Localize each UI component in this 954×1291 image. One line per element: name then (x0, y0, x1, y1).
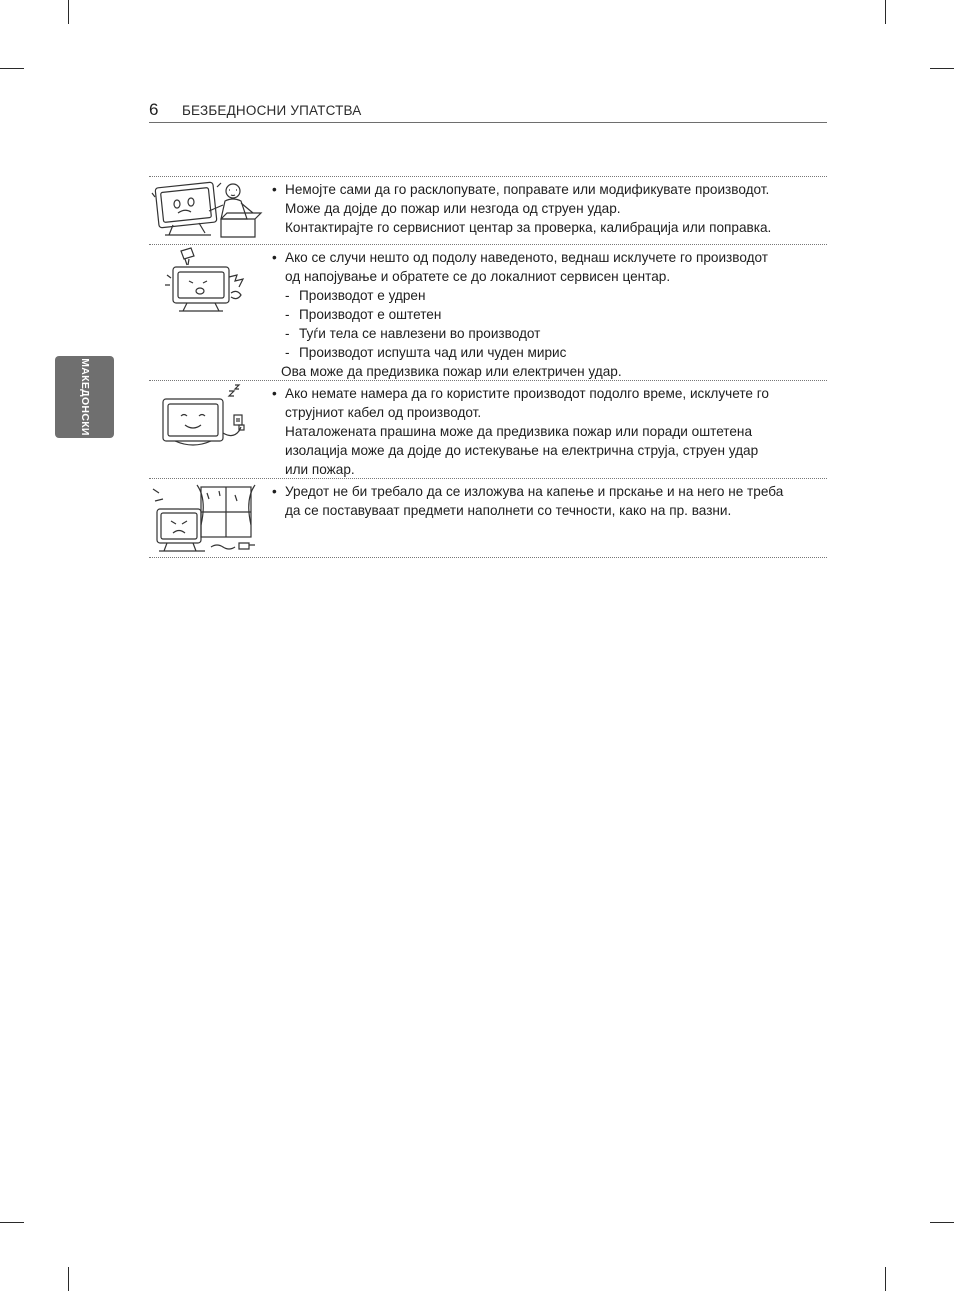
text-line: од напојување и обратете се до локалниот сервисен центар. (285, 269, 671, 284)
page-number: 6 (149, 100, 159, 119)
bullet-item (269, 384, 829, 479)
row-text (269, 482, 829, 520)
crop-mark (885, 0, 886, 24)
section-title: БЕЗБЕДНОСНИ УПАТСТВА (182, 103, 362, 118)
text-line: струјниот кабел од производот. (285, 405, 482, 420)
text-line: Наталожената прашина може да предизвика пожар или поради оштетена (285, 424, 752, 439)
text-line: да се поставуваат предмети наполнети со течности, како на пр. вазни. (285, 503, 732, 518)
safety-table (149, 176, 827, 558)
text-line: Може да дојде до пожар или незгода од струен удар. (285, 201, 621, 216)
text-line: Ако се случи нешто од подолу наведеното, веднаш исклучете го производот (285, 250, 769, 265)
page-header (149, 100, 827, 123)
bullet-item (269, 180, 829, 237)
text-line: Уредот не би требало да се изложува на капење и прскање и на него не треба (285, 484, 784, 499)
sub-item: - Туѓи тела се навлезени во производот (285, 326, 541, 341)
row-text (269, 180, 829, 237)
text-line: Контактирајте го сервисниот центар за проверка, калибрација или поправка. (285, 220, 772, 235)
tv-repair-warning-icon (151, 179, 263, 242)
bullet-icon: • (272, 484, 277, 499)
bullet-icon: • (272, 182, 277, 197)
table-row (149, 177, 827, 245)
table-row (149, 245, 827, 381)
bullet-item (269, 248, 829, 286)
crop-mark (0, 1222, 24, 1223)
row-text (269, 384, 829, 479)
bullet-icon: • (272, 250, 277, 265)
tv-damaged-warning-icon (151, 247, 263, 317)
text-line: Немојте сами да го расклопувате, поправате или модификувате производот. (285, 182, 770, 197)
sub-item: - Производот е оштетен (285, 307, 442, 322)
tv-water-window-icon (151, 481, 263, 557)
text-line: изолација може да дојде до истекување на електрична струја, струен удар (285, 443, 759, 458)
text-line: Ако немате намера да го користите производот подолго време, исклучете го (285, 386, 769, 401)
bullet-icon: • (272, 386, 277, 401)
tv-unplug-icon (151, 383, 263, 455)
table-row (149, 381, 827, 479)
bullet-item (269, 482, 829, 520)
sub-item: - Производот испушта чад или чуден мирис (285, 345, 567, 360)
language-tab-label: МАКЕДОНСКИ (78, 358, 91, 436)
crop-mark (68, 0, 69, 24)
crop-mark (0, 68, 24, 69)
crop-mark (68, 1267, 69, 1291)
crop-mark (930, 1222, 954, 1223)
note-line: Ова може да предизвика пожар или електричен удар. (281, 364, 622, 379)
text-line: или пожар. (285, 462, 355, 477)
sub-item: - Производот е удрен (285, 288, 426, 303)
table-row (149, 479, 827, 558)
row-text (269, 248, 829, 381)
crop-mark (885, 1267, 886, 1291)
language-tab (55, 356, 114, 438)
crop-mark (930, 68, 954, 69)
